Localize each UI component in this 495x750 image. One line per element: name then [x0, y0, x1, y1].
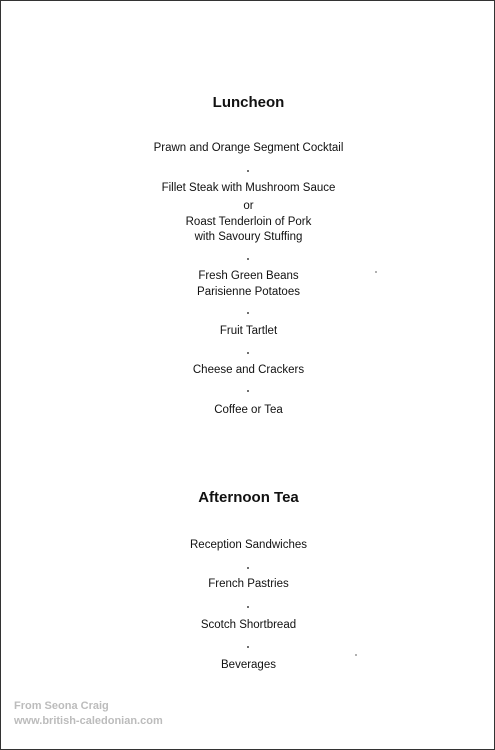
- luncheon-cheese: Cheese and Crackers: [192, 364, 305, 376]
- separator-dot: [247, 390, 249, 392]
- separator-dot: [247, 606, 249, 608]
- luncheon-veg-1: Fresh Green Beans: [198, 270, 299, 282]
- luncheon-veg-2: Parisienne Potatoes: [197, 286, 300, 298]
- luncheon-main-2-line2: with Savoury Stuffing: [194, 231, 303, 243]
- credit-line-2: www.british-caledonian.com: [14, 715, 163, 727]
- separator-dot: [247, 352, 249, 354]
- tea-item-beverages: Beverages: [221, 659, 276, 671]
- scan-speck: [375, 271, 377, 273]
- luncheon-dessert: Fruit Tartlet: [219, 325, 278, 337]
- tea-item-sandwiches: Reception Sandwiches: [190, 539, 307, 551]
- scan-speck: [355, 654, 357, 656]
- luncheon-main-1: Fillet Steak with Mushroom Sauce: [161, 182, 336, 194]
- separator-dot: [247, 170, 249, 172]
- afternoon-tea-heading: Afternoon Tea: [198, 489, 299, 506]
- luncheon-starter: Prawn and Orange Segment Cocktail: [153, 142, 344, 154]
- separator-dot: [247, 258, 249, 260]
- tea-item-shortbread: Scotch Shortbread: [200, 619, 297, 631]
- separator-dot: [247, 567, 249, 569]
- luncheon-drinks: Coffee or Tea: [214, 404, 283, 416]
- luncheon-or: or: [243, 200, 254, 212]
- separator-dot: [247, 646, 249, 648]
- tea-item-pastries: French Pastries: [208, 578, 289, 590]
- credit-line-1: From Seona Craig: [14, 700, 109, 712]
- luncheon-heading: Luncheon: [212, 94, 285, 111]
- luncheon-main-2-line1: Roast Tenderloin of Pork: [185, 216, 312, 228]
- separator-dot: [247, 312, 249, 314]
